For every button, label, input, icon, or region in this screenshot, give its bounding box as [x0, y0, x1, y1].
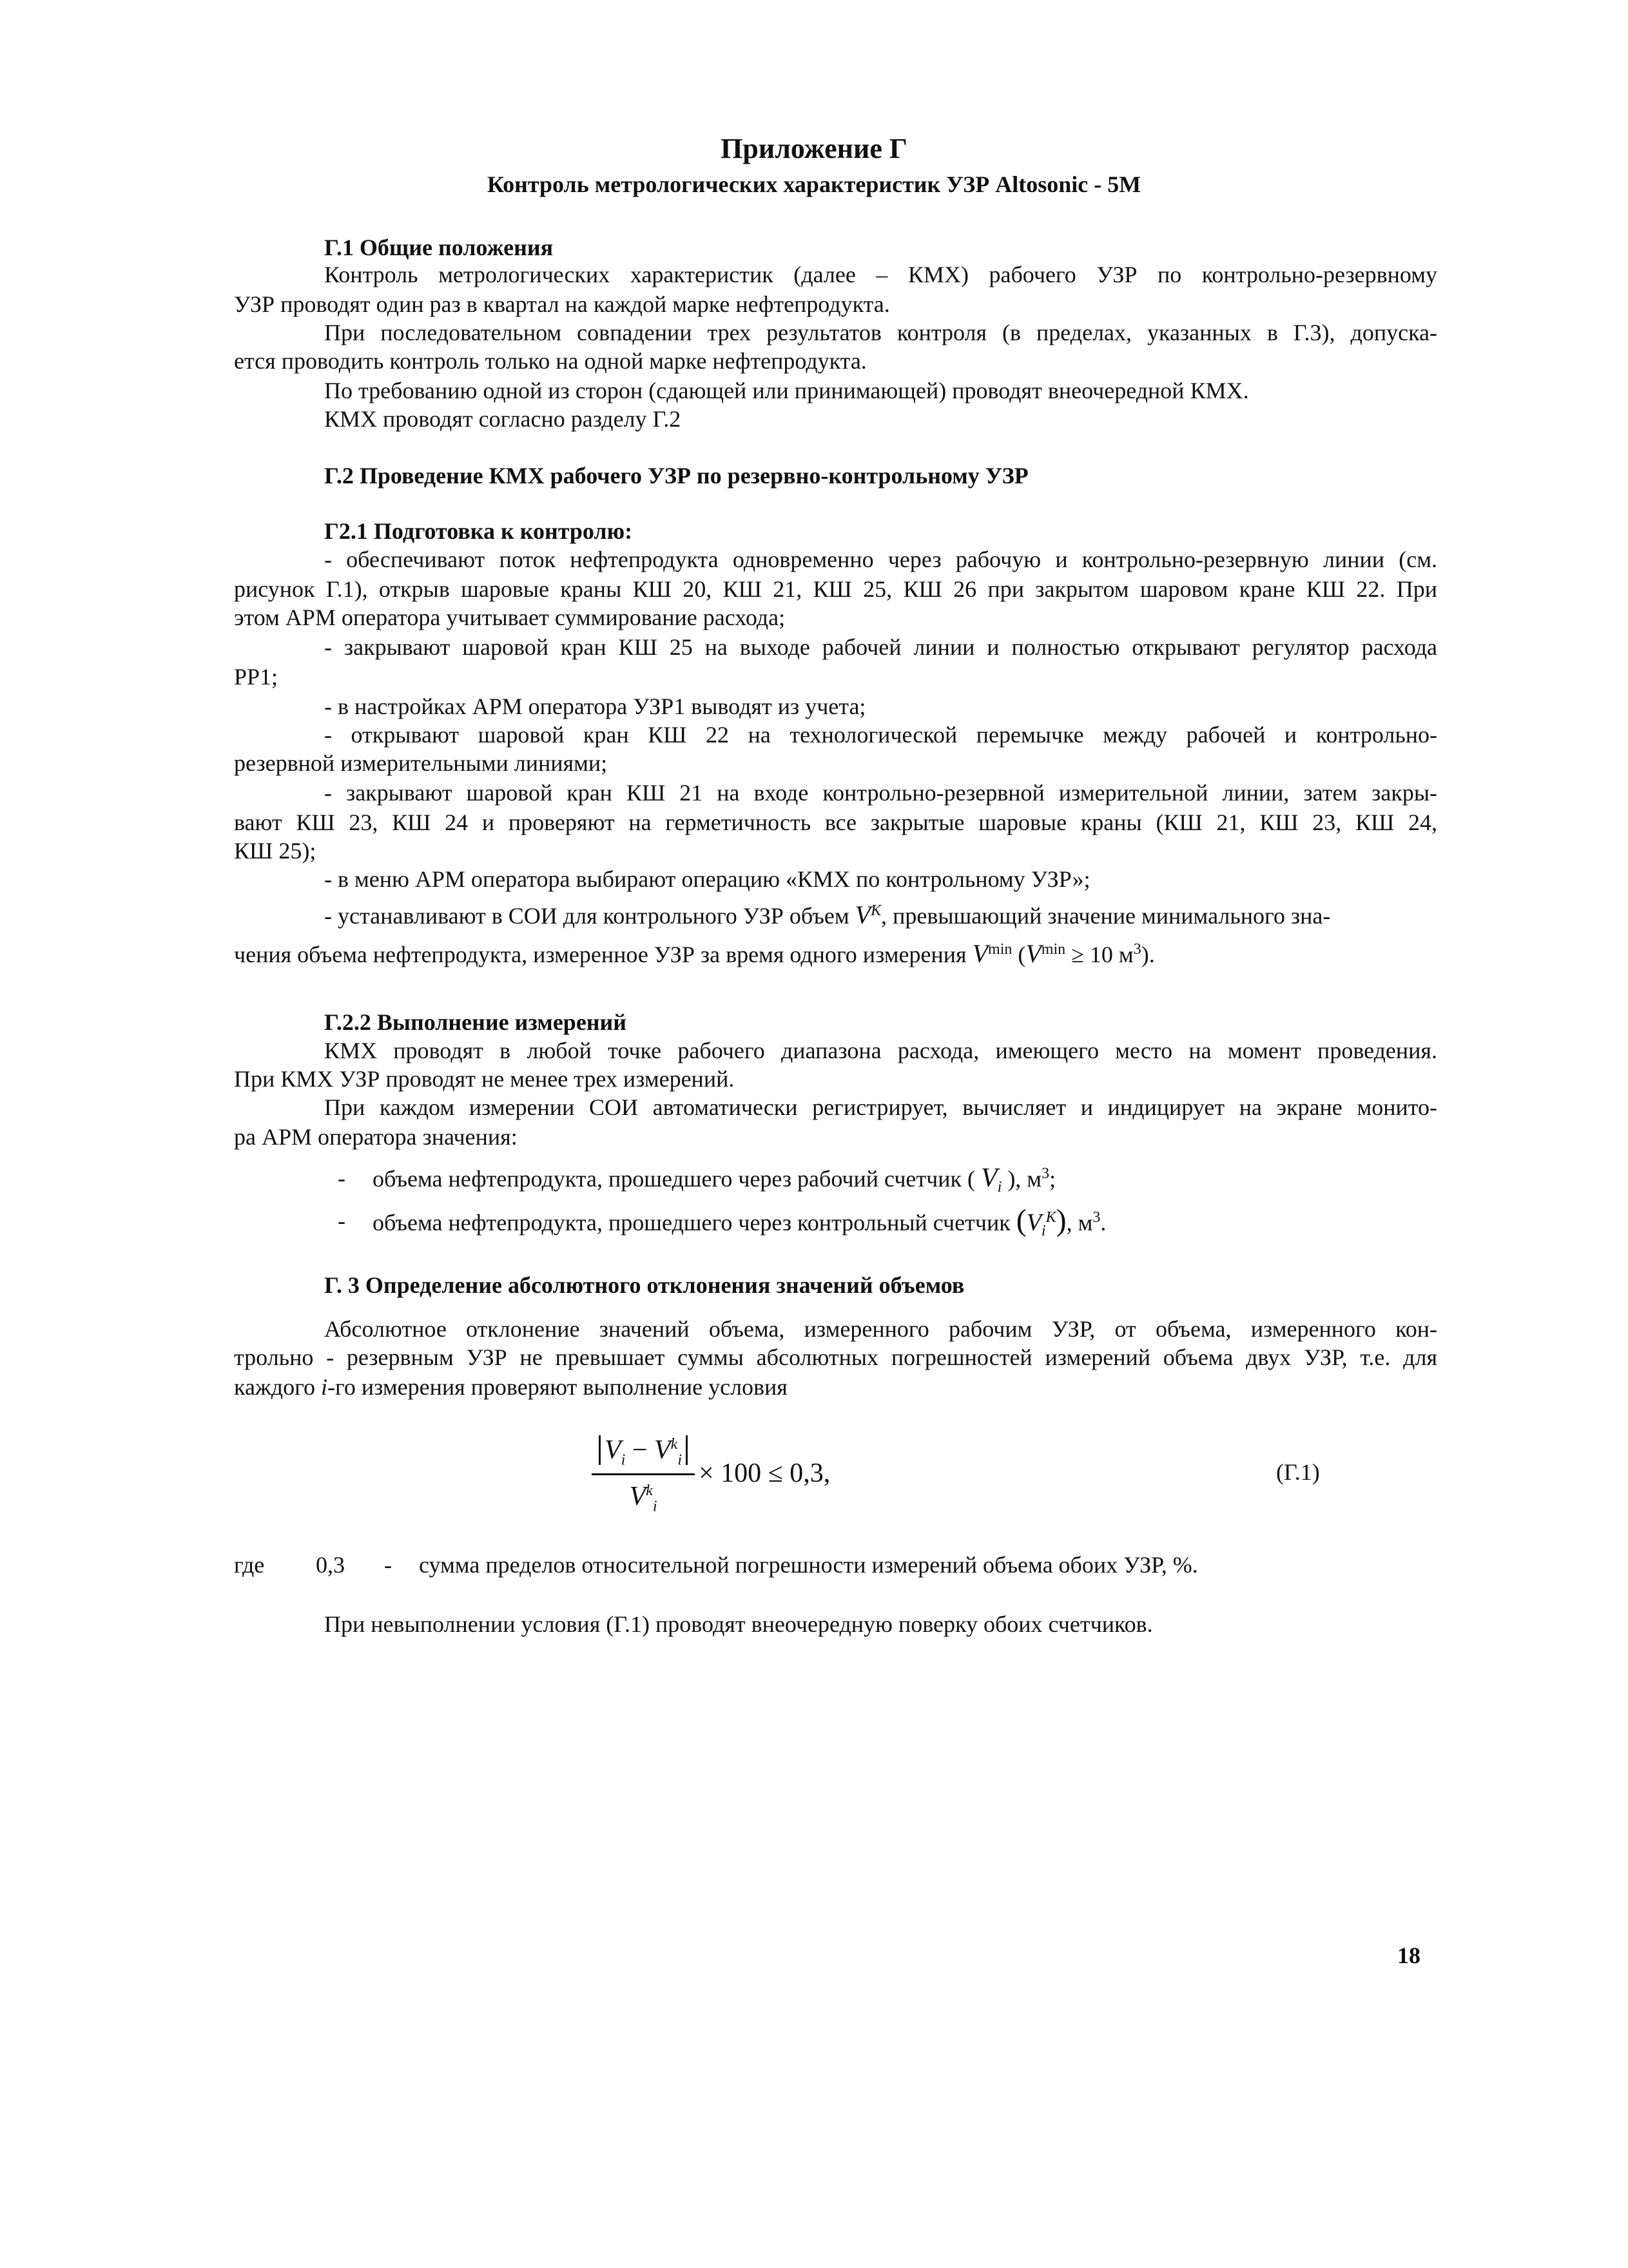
where-value: 0,3	[316, 1552, 345, 1578]
list-item: КШ 25);	[234, 838, 316, 864]
formula-subscript: i	[997, 1179, 1002, 1196]
list-item: - в настройках АРМ оператора УЗР1 выводят из учета;	[324, 693, 866, 719]
section-heading-g1: Г.1 Общие положения	[324, 235, 554, 260]
formula-subscript: i	[621, 1451, 626, 1469]
paragraph-line: УЗР проводят один раз в квартал на каждой марке нефтепродукта.	[234, 291, 890, 317]
paren-close: )	[1056, 1203, 1067, 1237]
formula-symbol: V	[1025, 939, 1042, 968]
list-item: - закрывают шаровой кран КШ 25 на выходе рабочей линии и полностью открывают регулятор расхода	[324, 634, 1437, 660]
bullet-dash: -	[338, 1165, 345, 1191]
list-item: вают КШ 23, КШ 24 и проверяют на герметичность все закрытые шаровые краны (КШ 21, КШ 23, КШ 24,	[234, 809, 1437, 835]
section-heading-g2: Г.2 Проведение КМХ рабочего УЗР по резервно-контрольному УЗР	[324, 463, 1029, 489]
paragraph-line: ра АРМ оператора значения:	[234, 1124, 518, 1150]
text-run: ;	[1049, 1166, 1056, 1192]
list-item: - обеспечивают поток нефтепродукта одновременно через рабочую и контрольно-резервную линии (см.	[324, 547, 1437, 572]
section-heading-g3: Г. 3 Определение абсолютного отклонения значений объемов	[324, 1272, 965, 1298]
formula-subscript: i	[677, 1451, 682, 1469]
text-run: ), м	[1007, 1166, 1042, 1192]
where-label: где	[234, 1552, 265, 1578]
final-paragraph: При невыполнении условия (Г.1) проводят внеочередную поверку обоих счетчиков.	[324, 1611, 1153, 1637]
formula-subscript: i	[1041, 1223, 1046, 1240]
formula-superscript: k	[646, 1482, 653, 1499]
text-run: .	[1100, 1210, 1107, 1236]
list-item-with-formula	[234, 940, 1155, 969]
text-run: объема нефтепродукта, прошедшего через рабочий счетчик (	[373, 1166, 975, 1192]
paragraph-line: Контроль метрологических характеристик (далее – КМХ) рабочего УЗР по контрольно-резервному	[324, 262, 1437, 287]
paragraph-line	[234, 1373, 788, 1401]
formula-superscript: K	[871, 902, 882, 919]
paragraph-line: Абсолютное отклонение значений объема, измеренного рабочим УЗР, от объема, измеренного кон-	[324, 1316, 1437, 1342]
where-dash: -	[384, 1552, 392, 1578]
formula-superscript: min	[1041, 941, 1066, 958]
paragraph-line: При каждом измерении СОИ автоматически регистрирует, вычисляет и индицирует на экране монито-	[324, 1094, 1437, 1120]
formula-superscript: min	[988, 941, 1013, 958]
paragraph-line: ется проводить контроль только на одной марке нефтепродукта.	[234, 348, 867, 374]
formula-superscript: 3	[1092, 1209, 1101, 1226]
list-item: резервной измерительными линиями;	[234, 750, 608, 776]
formula-superscript: k	[670, 1436, 678, 1453]
appendix-title: Приложение Г	[721, 133, 907, 164]
text-run: , м	[1066, 1210, 1093, 1236]
absolute-value	[599, 1435, 688, 1469]
formula-superscript: K	[1045, 1209, 1056, 1226]
formula-symbol: V	[855, 900, 871, 929]
text-run: , превышающий значение минимального зна-	[881, 903, 1331, 929]
formula-numerator	[592, 1433, 695, 1467]
bullet-item	[373, 1163, 1056, 1196]
formula-symbol: V	[972, 939, 989, 968]
formula-symbol: V	[605, 1435, 621, 1465]
formula-subscript: i	[652, 1498, 657, 1515]
paragraph-line: При КМХ УЗР проводят не менее трех измерений.	[234, 1066, 735, 1092]
paragraph-line: КМХ проводят согласно разделу Г.2	[324, 406, 681, 432]
formula-denominator	[592, 1480, 695, 1513]
fraction-bar	[592, 1473, 695, 1475]
text-run: - устанавливают в СОИ для контрольного УЗР объем	[324, 903, 849, 929]
subsection-heading-g21: Г2.1 Подготовка к контролю:	[324, 518, 633, 544]
paragraph-line: При последовательном совпадении трех результатов контроля (в пределах, указанных в Г.3), допуска-	[324, 320, 1437, 345]
paragraph-line: По требованию одной из сторон (сдающей или принимающей) проводят внеочередной КМХ.	[324, 378, 1249, 403]
text-run: ).	[1141, 942, 1155, 967]
paragraph-line: трольно - резервным УЗР не превышает суммы абсолютных погрешностей измерений объема двух УЗР, т.е. для	[234, 1344, 1437, 1370]
text-run: чения объема нефтепродукта, измеренное УЗР за время одного измерения	[234, 942, 967, 967]
formula-symbol: V	[629, 1482, 646, 1511]
formula-superscript: 3	[1133, 941, 1141, 958]
text-run: -го измерения проверяют выполнение условия	[327, 1374, 788, 1400]
formula-superscript: 3	[1042, 1165, 1050, 1182]
paragraph-line: КМХ проводят в любой точке рабочего диапазона расхода, имеющего место на момент проведения.	[324, 1038, 1437, 1063]
list-item: - закрывают шаровой кран КШ 21 на входе контрольно-резервной измерительной линии, затем закры-	[324, 780, 1437, 806]
text-run: (	[1018, 942, 1026, 967]
formula-symbol: i	[320, 1374, 327, 1400]
formula-label: (Г.1)	[1276, 1459, 1320, 1485]
text-run: объема нефтепродукта, прошедшего через контрольный счетчик	[373, 1210, 1011, 1236]
list-item: - в меню АРМ оператора выбирают операцию «КМХ по контрольному УЗР»;	[324, 866, 1090, 892]
subsection-heading-g22: Г.2.2 Выполнение измерений	[324, 1009, 627, 1035]
formula-operator: −	[625, 1435, 655, 1465]
list-item: этом АРМ оператора учитывает суммирование расхода;	[234, 605, 786, 630]
page-number: 18	[1397, 1943, 1420, 1968]
appendix-subtitle: Контроль метрологических характеристик УЗР Altosonic - 5М	[487, 171, 1141, 197]
list-item: РР1;	[234, 664, 278, 690]
paren-open: (	[1016, 1203, 1027, 1237]
text-run: каждого	[234, 1374, 315, 1400]
formula-symbol: V	[980, 1163, 998, 1193]
list-item-with-formula	[324, 901, 1330, 930]
formula-rest: × 100 ≤ 0,3,	[699, 1459, 831, 1488]
where-description: сумма пределов относительной погрешности измерений объема обоих УЗР, %.	[419, 1552, 1198, 1578]
formula-symbol: V	[654, 1435, 671, 1465]
formula-symbol: V	[1026, 1209, 1042, 1236]
bullet-dash: -	[338, 1208, 345, 1234]
list-item: - открывают шаровой кран КШ 22 на технологической перемычке между рабочей и контрольно-	[324, 722, 1437, 748]
list-item: рисунок Г.1), открыв шаровые краны КШ 20, КШ 21, КШ 25, КШ 26 при закрытом шаровом кране КШ 22. При	[234, 576, 1437, 602]
text-run: ≥ 10 м	[1071, 942, 1134, 967]
bullet-item	[373, 1203, 1107, 1240]
